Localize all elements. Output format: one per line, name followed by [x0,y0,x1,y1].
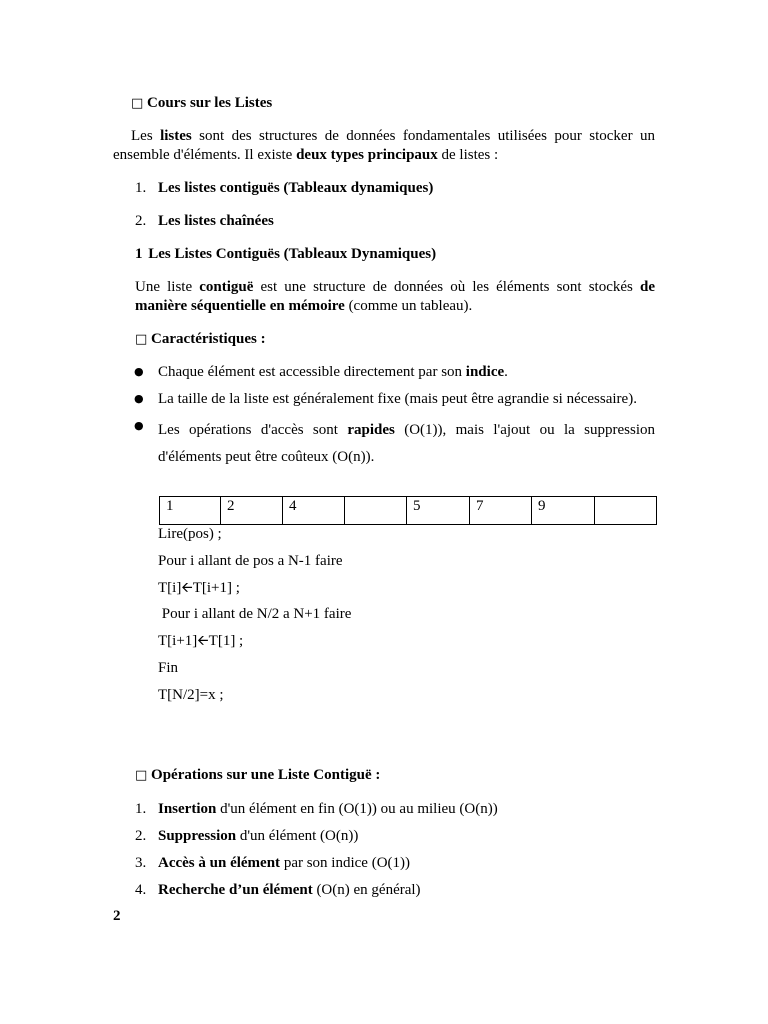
code-text: T[i+1] [158,633,198,649]
bullet-3-line-1 [158,417,655,444]
operation-item-2 [158,827,358,846]
def-text: Une liste [135,279,200,295]
array-cell: 5 [407,497,470,525]
code-text: T[1] ; [208,633,244,649]
page-title-text: Cours sur les Listes [147,95,273,111]
intro-line-1 [113,127,655,146]
section-number: 1 [135,246,143,262]
bullet-3-line-2: d'éléments peut être coûteux (O(n)). [158,449,375,465]
bullet-bold: indice [465,364,505,380]
page-number: 2 [113,908,121,924]
array-cell: 1 [160,497,221,525]
operation-number: 4. [135,882,147,898]
operation-bold: Suppression [158,828,237,844]
list-number: 2. [135,213,147,229]
bullet-icon: ● [134,419,144,432]
left-arrow-icon: 🡨 [197,633,209,649]
code-text: T[i] [158,580,182,596]
code-line-2: Pour i allant de pos a N-1 faire [158,553,343,569]
types-list-label: Les listes contiguës (Tableaux dynamiques) [158,180,434,196]
operation-bold: Recherche d’un élément [158,882,313,898]
bullet-text: (O(1)), mais l'ajout ou la suppression [394,422,655,438]
code-line-4: Pour i allant de N/2 a N+1 faire [158,606,352,622]
bullet-icon: ● [134,365,144,378]
code-line-7: T[N/2]=x ; [158,687,224,703]
operation-bold: Accès à un élément [158,855,281,871]
left-arrow-icon: 🡨 [181,580,193,596]
operation-text: (O(n) en général) [312,882,421,898]
def-bold: manière séquentielle en mémoire [135,298,345,314]
array-cell [595,497,657,525]
intro-line-2 [113,146,655,165]
operation-text: d'un élément en fin (O(1)) ou au milieu (O(n)) [216,801,498,817]
array-cell: 9 [532,497,595,525]
def-bold: contiguë [199,279,254,295]
bullet-item-2: La taille de la liste est généralement fixe (mais peut être agrandie si nécessaire). [158,391,637,407]
intro-text: de listes : [437,147,499,163]
array-cell: 4 [283,497,345,525]
definition-paragraph [135,278,655,316]
types-list-label: Les listes chaînées [158,213,274,229]
operation-item-3 [158,854,410,873]
def-bold: de [640,279,655,295]
array-cell: 2 [221,497,283,525]
bullet-item-3 [158,417,655,471]
operation-item-4 [158,881,421,900]
types-list-item [135,212,146,231]
bullet-bold: rapides [347,422,395,438]
array-cell [345,497,407,525]
operation-number: 2. [135,828,147,844]
missing-glyph-icon: □ [131,96,144,111]
operation-text: d'un élément (O(n)) [236,828,359,844]
code-line-5 [158,632,243,651]
bullet-text: . [504,364,508,380]
section-title: Les Listes Contiguës (Tableaux Dynamiques) [148,246,437,262]
types-list-item [135,179,146,198]
intro-bold-types: deux types principaux [296,147,438,163]
operation-item-1 [158,800,498,819]
definition-line-1 [135,278,655,297]
definition-line-2 [135,297,655,316]
caracteristiques-title: Caractéristiques : [151,331,266,347]
missing-glyph-icon: □ [135,768,148,783]
operation-number: 1. [135,801,147,817]
def-text: est une structure de données où les éléments sont stockés [253,279,640,295]
bullet-icon: ● [134,392,144,405]
intro-paragraph [113,127,655,165]
code-line-3 [158,579,240,598]
code-line-1: Lire(pos) ; [158,526,222,542]
page-title [131,94,272,113]
list-number: 1. [135,180,147,196]
code-line-6: Fin [158,660,179,676]
operation-number: 3. [135,855,147,871]
intro-text: Les [131,128,161,144]
operation-text: par son indice (O(1)) [280,855,411,871]
missing-glyph-icon: □ [135,332,148,347]
intro-text: ensemble d'éléments. Il existe [113,147,297,163]
bullet-item-1 [158,363,508,382]
operations-heading [135,766,380,785]
array-cell: 7 [470,497,532,525]
operation-bold: Insertion [158,801,217,817]
array-table [159,496,657,525]
bullet-text: Chaque élément est accessible directement par son [158,364,466,380]
code-text: T[i+1] ; [192,580,240,596]
bullet-text: Les opérations d'accès sont [158,422,348,438]
caracteristiques-heading [135,330,266,349]
operations-title: Opérations sur une Liste Contiguë : [151,767,381,783]
table-row [160,497,657,525]
section-heading [135,245,436,264]
intro-text: sont des structures de données fondamentales utilisées pour stocker un [191,128,655,144]
intro-bold-listes: listes [160,128,192,144]
def-text: (comme un tableau). [344,298,473,314]
